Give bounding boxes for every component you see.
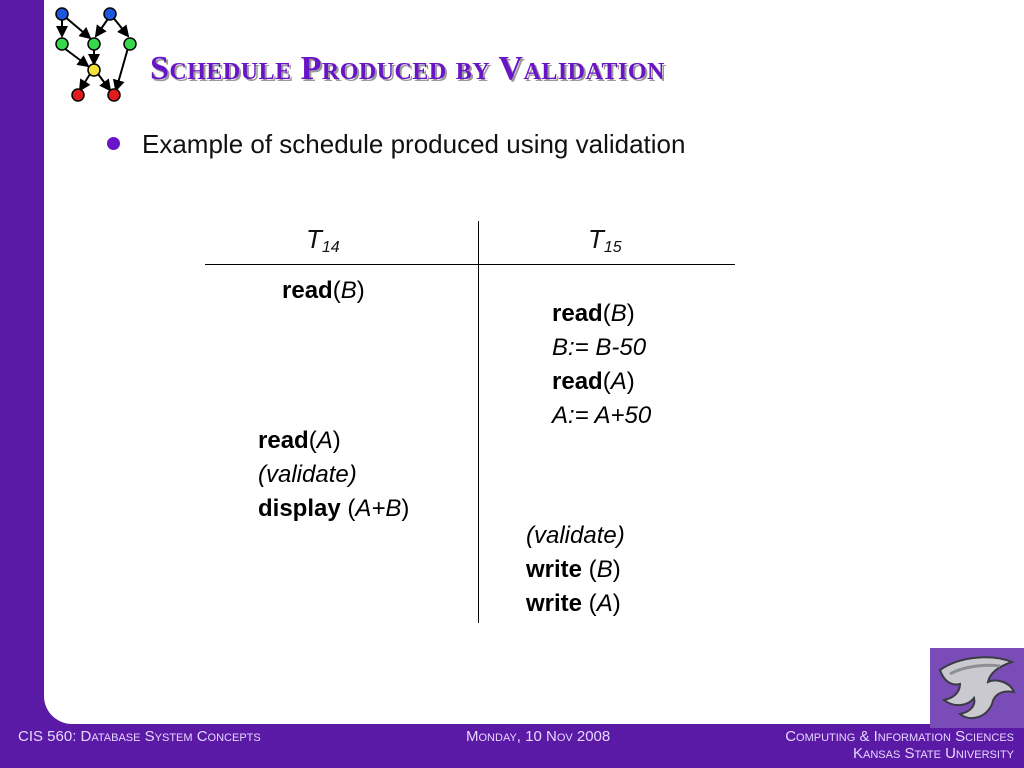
t15-write-b: write (B) [526, 556, 621, 583]
t14-display: display (A+B) [258, 495, 410, 522]
t14-read-a: read(A) [258, 427, 341, 454]
bullet-text: Example of schedule produced using validation [142, 129, 686, 159]
t15-read-b: read(B) [552, 300, 635, 327]
bullet-dot [107, 137, 120, 150]
header-t14: $T_{14}$ [306, 224, 340, 256]
powercat-logo [930, 648, 1024, 728]
header-t15: $T_{15}$ [588, 224, 622, 256]
footer-dept-line2: Kansas State University [852, 745, 1014, 762]
t14-validate: (validate) [258, 461, 357, 488]
t15-assign-b: B:= B-50 [552, 334, 647, 361]
footer-department [785, 728, 1014, 762]
t15-validate: (validate) [526, 522, 625, 549]
table-column-divider [478, 221, 479, 623]
graph-network-icon [50, 4, 142, 104]
footer-course: CIS 560: Database System Concepts [18, 728, 261, 745]
left-frame [0, 0, 44, 728]
t15-read-a: read(A) [552, 368, 635, 395]
table-header-divider [205, 264, 735, 265]
t15-assign-a: A:= A+50 [552, 402, 652, 429]
slide-title: Schedule Produced by Validation [150, 50, 665, 87]
t14-read-b: read(B) [282, 277, 365, 304]
t15-write-a: write (A) [526, 590, 621, 617]
footer-dept-line1: Computing & Information Sciences [785, 728, 1014, 745]
footer-date: Monday, 10 Nov 2008 [466, 728, 611, 745]
